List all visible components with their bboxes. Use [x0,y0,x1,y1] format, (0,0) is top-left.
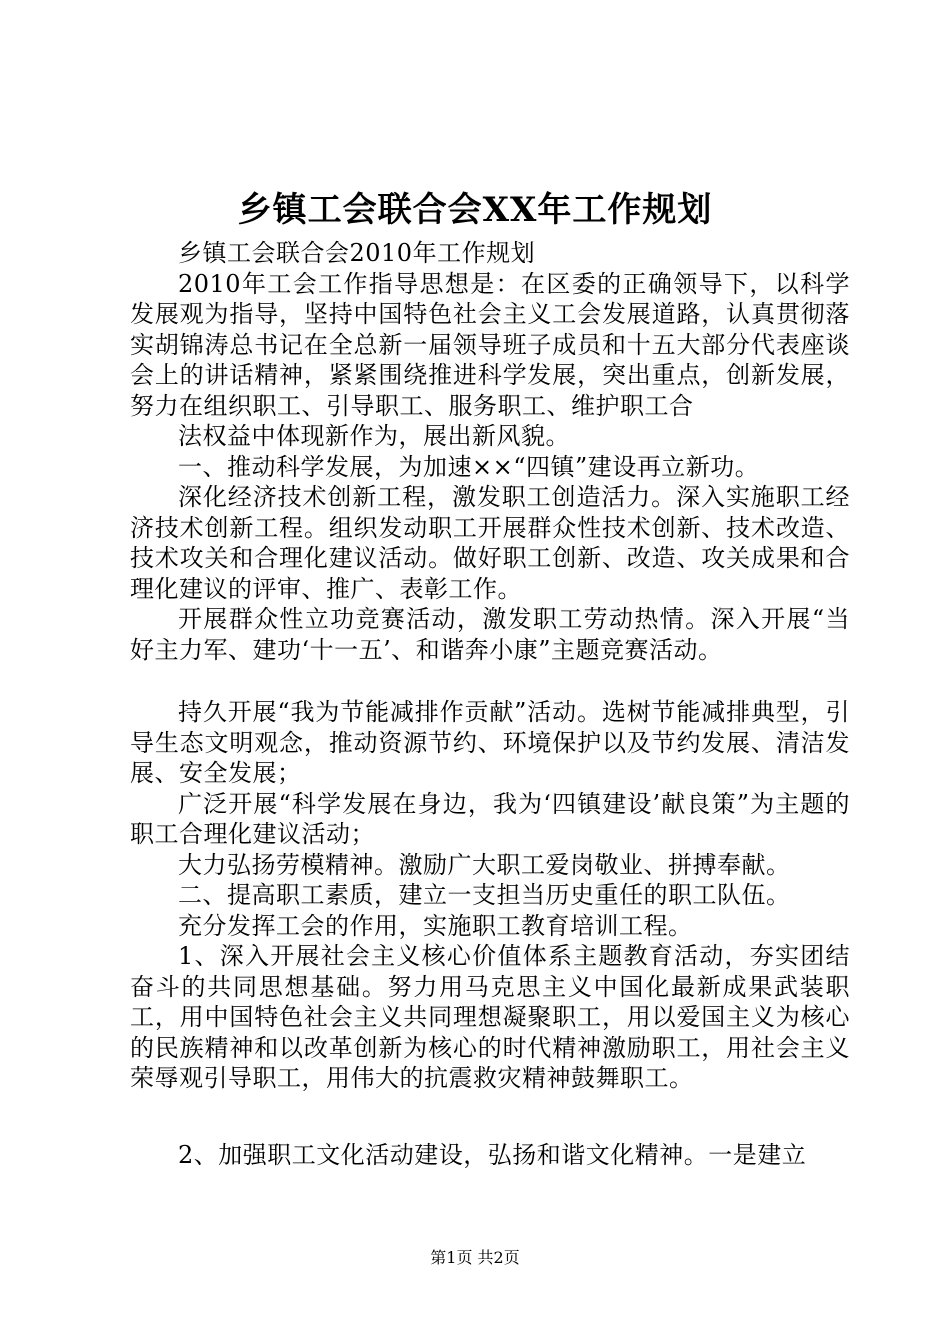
paragraph-model-workers: 大力弘扬劳模精神。激励广大职工爱岗敬业、拼搏奉献。 [178,850,791,879]
paragraph-energy-saving: 持久开展“我为节能减排作贡献”活动。选树节能减排典型，引导生态文明观念，推动资源节约、环境保护以及节约发展、清洁发展、安全发展； [130,698,850,787]
paragraph-innovation: 深化经济技术创新工程，激发职工创造活力。深入实施职工经济技术创新工程。组织发动职工开展群众性技术创新、技术改造、技术攻关和合理化建议活动。做好职工创新、改造、攻关成果和合理化建议的评审、推广、表彰工作。 [130,483,850,603]
paragraph-education: 充分发挥工会的作用，实施职工教育培训工程。 [178,911,693,940]
section-heading-one: 一、推动科学发展，为加速××“四镇”建设再立新功。 [178,452,760,481]
paragraph-spacer [130,665,850,697]
paragraph-spacer [130,1094,850,1140]
paragraph-item-one: 1、深入开展社会主义核心价值体系主题教育活动，夯实团结奋斗的共同思想基础。努力用马克思主义中国化最新成果武装职工，用中国特色社会主义共同理想凝聚职工，用以爱国主义为核心的民族精神和以改革创新为核心的时代精神激励职工，用社会主义荣辱观引导职工，用伟大的抗震救灾精神鼓舞职工。 [130,942,850,1092]
document-body [130,238,850,1170]
paragraph-guiding-thought: 2010年工会工作指导思想是：在区委的正确领导下，以科学发展观为指导，坚持中国特色社会主义工会发展道路，认真贯彻落实胡锦涛总书记在全总新一届领导班子成员和十五大部分代表座谈会上的讲话精神，紧紧围绕推进科学发展，突出重点，创新发展，努力在组织职工、引导职工、服务职工、维护职工合 [130,269,850,420]
paragraph-subtitle: 乡镇工会联合会2010年工作规划 [178,239,536,267]
paragraph-item-two: 2、加强职工文化活动建设，弘扬和谐文化精神。一是建立 [178,1140,807,1169]
paragraph-suggestions: 广泛开展“科学发展在身边，我为‘四镇建设’献良策”为主题的职工合理化建议活动； [130,789,850,848]
document-title: 乡镇工会联合会XX年工作规划 [237,190,713,230]
paragraph-competition: 开展群众性立功竞赛活动，激发职工劳动热情。深入开展“当好主力军、建功‘十一五’、和谐奔小康”主题竞赛活动。 [130,605,850,664]
page-number-footer: 第1页 共2页 [430,1248,520,1267]
paragraph-guiding-thought-cont: 法权益中体现新作为，展出新风貌。 [178,422,570,450]
section-heading-two: 二、提高职工素质，建立一支担当历史重任的职工队伍。 [178,881,791,909]
